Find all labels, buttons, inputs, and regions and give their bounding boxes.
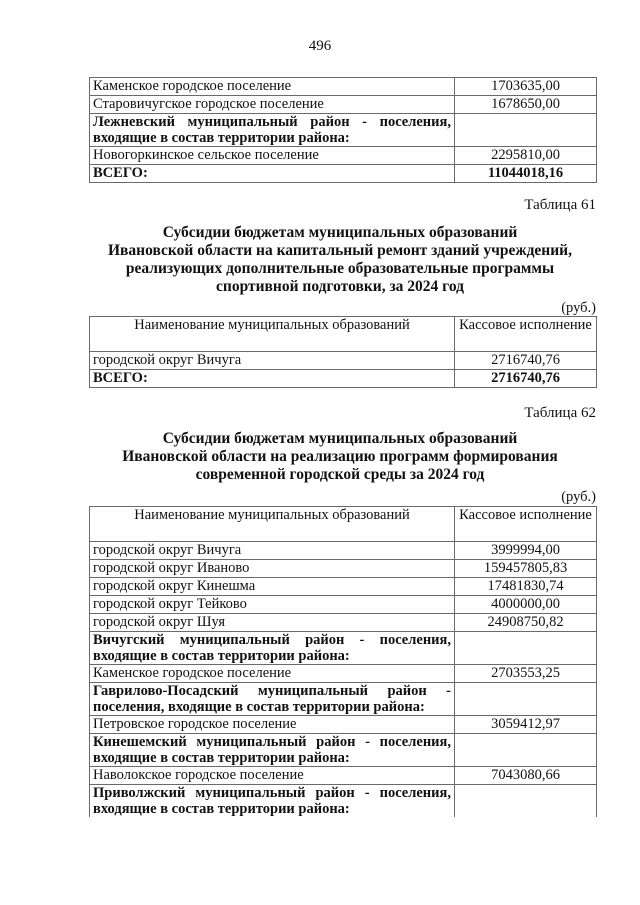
table-row — [90, 560, 597, 578]
table-62-title-line: Ивановской области на реализацию программ формирования — [122, 448, 558, 465]
table-row — [90, 596, 597, 614]
continued-table-body — [90, 78, 597, 183]
row-value: 2295810,00 — [455, 147, 597, 165]
table-61-title-line: спортивной подготовки, за 2024 год — [216, 278, 464, 295]
table-61-body — [90, 317, 597, 388]
row-value: 2716740,76 — [455, 370, 597, 388]
row-value: 24908750,82 — [455, 614, 597, 632]
table-62-title-line: Субсидии бюджетам муниципальных образований — [162, 430, 518, 447]
row-name: Лежневский муниципальный район - поселения, входящие в состав территории района: — [90, 114, 455, 147]
table-61-title-line: Ивановской области на капитальный ремонт зданий учреждений, — [108, 242, 572, 259]
row-name: городской округ Кинешма — [90, 578, 455, 596]
row-name: ВСЕГО: — [90, 165, 455, 183]
table-62-unit: (руб.) — [561, 489, 596, 505]
table-61-label: Таблица 61 — [524, 197, 596, 213]
table-row — [90, 114, 597, 147]
page-number: 496 — [308, 38, 332, 54]
row-name: ВСЕГО: — [90, 370, 455, 388]
row-value — [455, 114, 597, 147]
row-name: городской округ Иваново — [90, 560, 455, 578]
row-value: 7043080,66 — [455, 767, 597, 785]
table-row — [90, 767, 597, 785]
table-row — [90, 96, 597, 114]
row-value: 3059412,97 — [455, 716, 597, 734]
table-62-label: Таблица 62 — [524, 405, 596, 421]
table-row — [90, 614, 597, 632]
row-name: Петровское городское поселение — [90, 716, 455, 734]
table-row — [90, 165, 597, 183]
row-name: Наволокское городское поселение — [90, 767, 455, 785]
table-62-body — [90, 507, 597, 818]
header-name: Наименование муниципальных образований — [90, 507, 455, 542]
header-value: Кассовое исполнение — [455, 507, 597, 542]
row-name: Новогоркинское сельское поселение — [90, 147, 455, 165]
table-61-title-line: реализующих дополнительные образовательные программы — [125, 260, 555, 277]
table-62-title — [80, 430, 600, 484]
row-name: городской округ Тейково — [90, 596, 455, 614]
table-row — [90, 78, 597, 96]
header-name: Наименование муниципальных образований — [90, 317, 455, 352]
table-row — [90, 542, 597, 560]
table-62-title-line: современной городской среды за 2024 год — [195, 466, 485, 483]
row-value — [455, 683, 597, 716]
table-header-row — [90, 317, 597, 352]
table-61 — [89, 316, 597, 388]
table-61-title — [80, 224, 600, 296]
table-row — [90, 147, 597, 165]
row-value — [455, 785, 597, 818]
row-name: городской округ Вичуга — [90, 352, 455, 370]
table-row — [90, 352, 597, 370]
table-row — [90, 716, 597, 734]
row-value — [455, 632, 597, 665]
row-value: 1703635,00 — [455, 78, 597, 96]
table-61-unit: (руб.) — [561, 300, 596, 316]
row-name: Каменское городское поселение — [90, 78, 455, 96]
row-value — [455, 734, 597, 767]
row-name: Старовичугское городское поселение — [90, 96, 455, 114]
table-61-title-line: Субсидии бюджетам муниципальных образований — [162, 224, 518, 241]
row-value: 17481830,74 — [455, 578, 597, 596]
row-value: 4000000,00 — [455, 596, 597, 614]
row-name: Каменское городское поселение — [90, 665, 455, 683]
table-row — [90, 665, 597, 683]
row-name: Вичугский муниципальный район - поселения, входящие в состав территории района: — [90, 632, 455, 665]
row-name: Приволжский муниципальный район - поселения, входящие в состав территории района: — [90, 785, 455, 818]
row-name: городской округ Вичуга — [90, 542, 455, 560]
table-row — [90, 683, 597, 716]
table-row — [90, 785, 597, 818]
table-62 — [89, 506, 597, 817]
row-name: Кинешемский муниципальный район - поселения, входящие в состав территории района: — [90, 734, 455, 767]
table-row — [90, 632, 597, 665]
table-header-row — [90, 507, 597, 542]
table-row — [90, 370, 597, 388]
continued-table — [89, 77, 597, 183]
row-name: городской округ Шуя — [90, 614, 455, 632]
table-row — [90, 734, 597, 767]
table-row — [90, 578, 597, 596]
header-value: Кассовое исполнение — [455, 317, 597, 352]
row-value: 11044018,16 — [455, 165, 597, 183]
row-value: 2716740,76 — [455, 352, 597, 370]
row-value: 159457805,83 — [455, 560, 597, 578]
row-name: Гаврилово-Посадский муниципальный район - поселения, входящие в состав территории района: — [90, 683, 455, 716]
row-value: 3999994,00 — [455, 542, 597, 560]
row-value: 1678650,00 — [455, 96, 597, 114]
row-value: 2703553,25 — [455, 665, 597, 683]
